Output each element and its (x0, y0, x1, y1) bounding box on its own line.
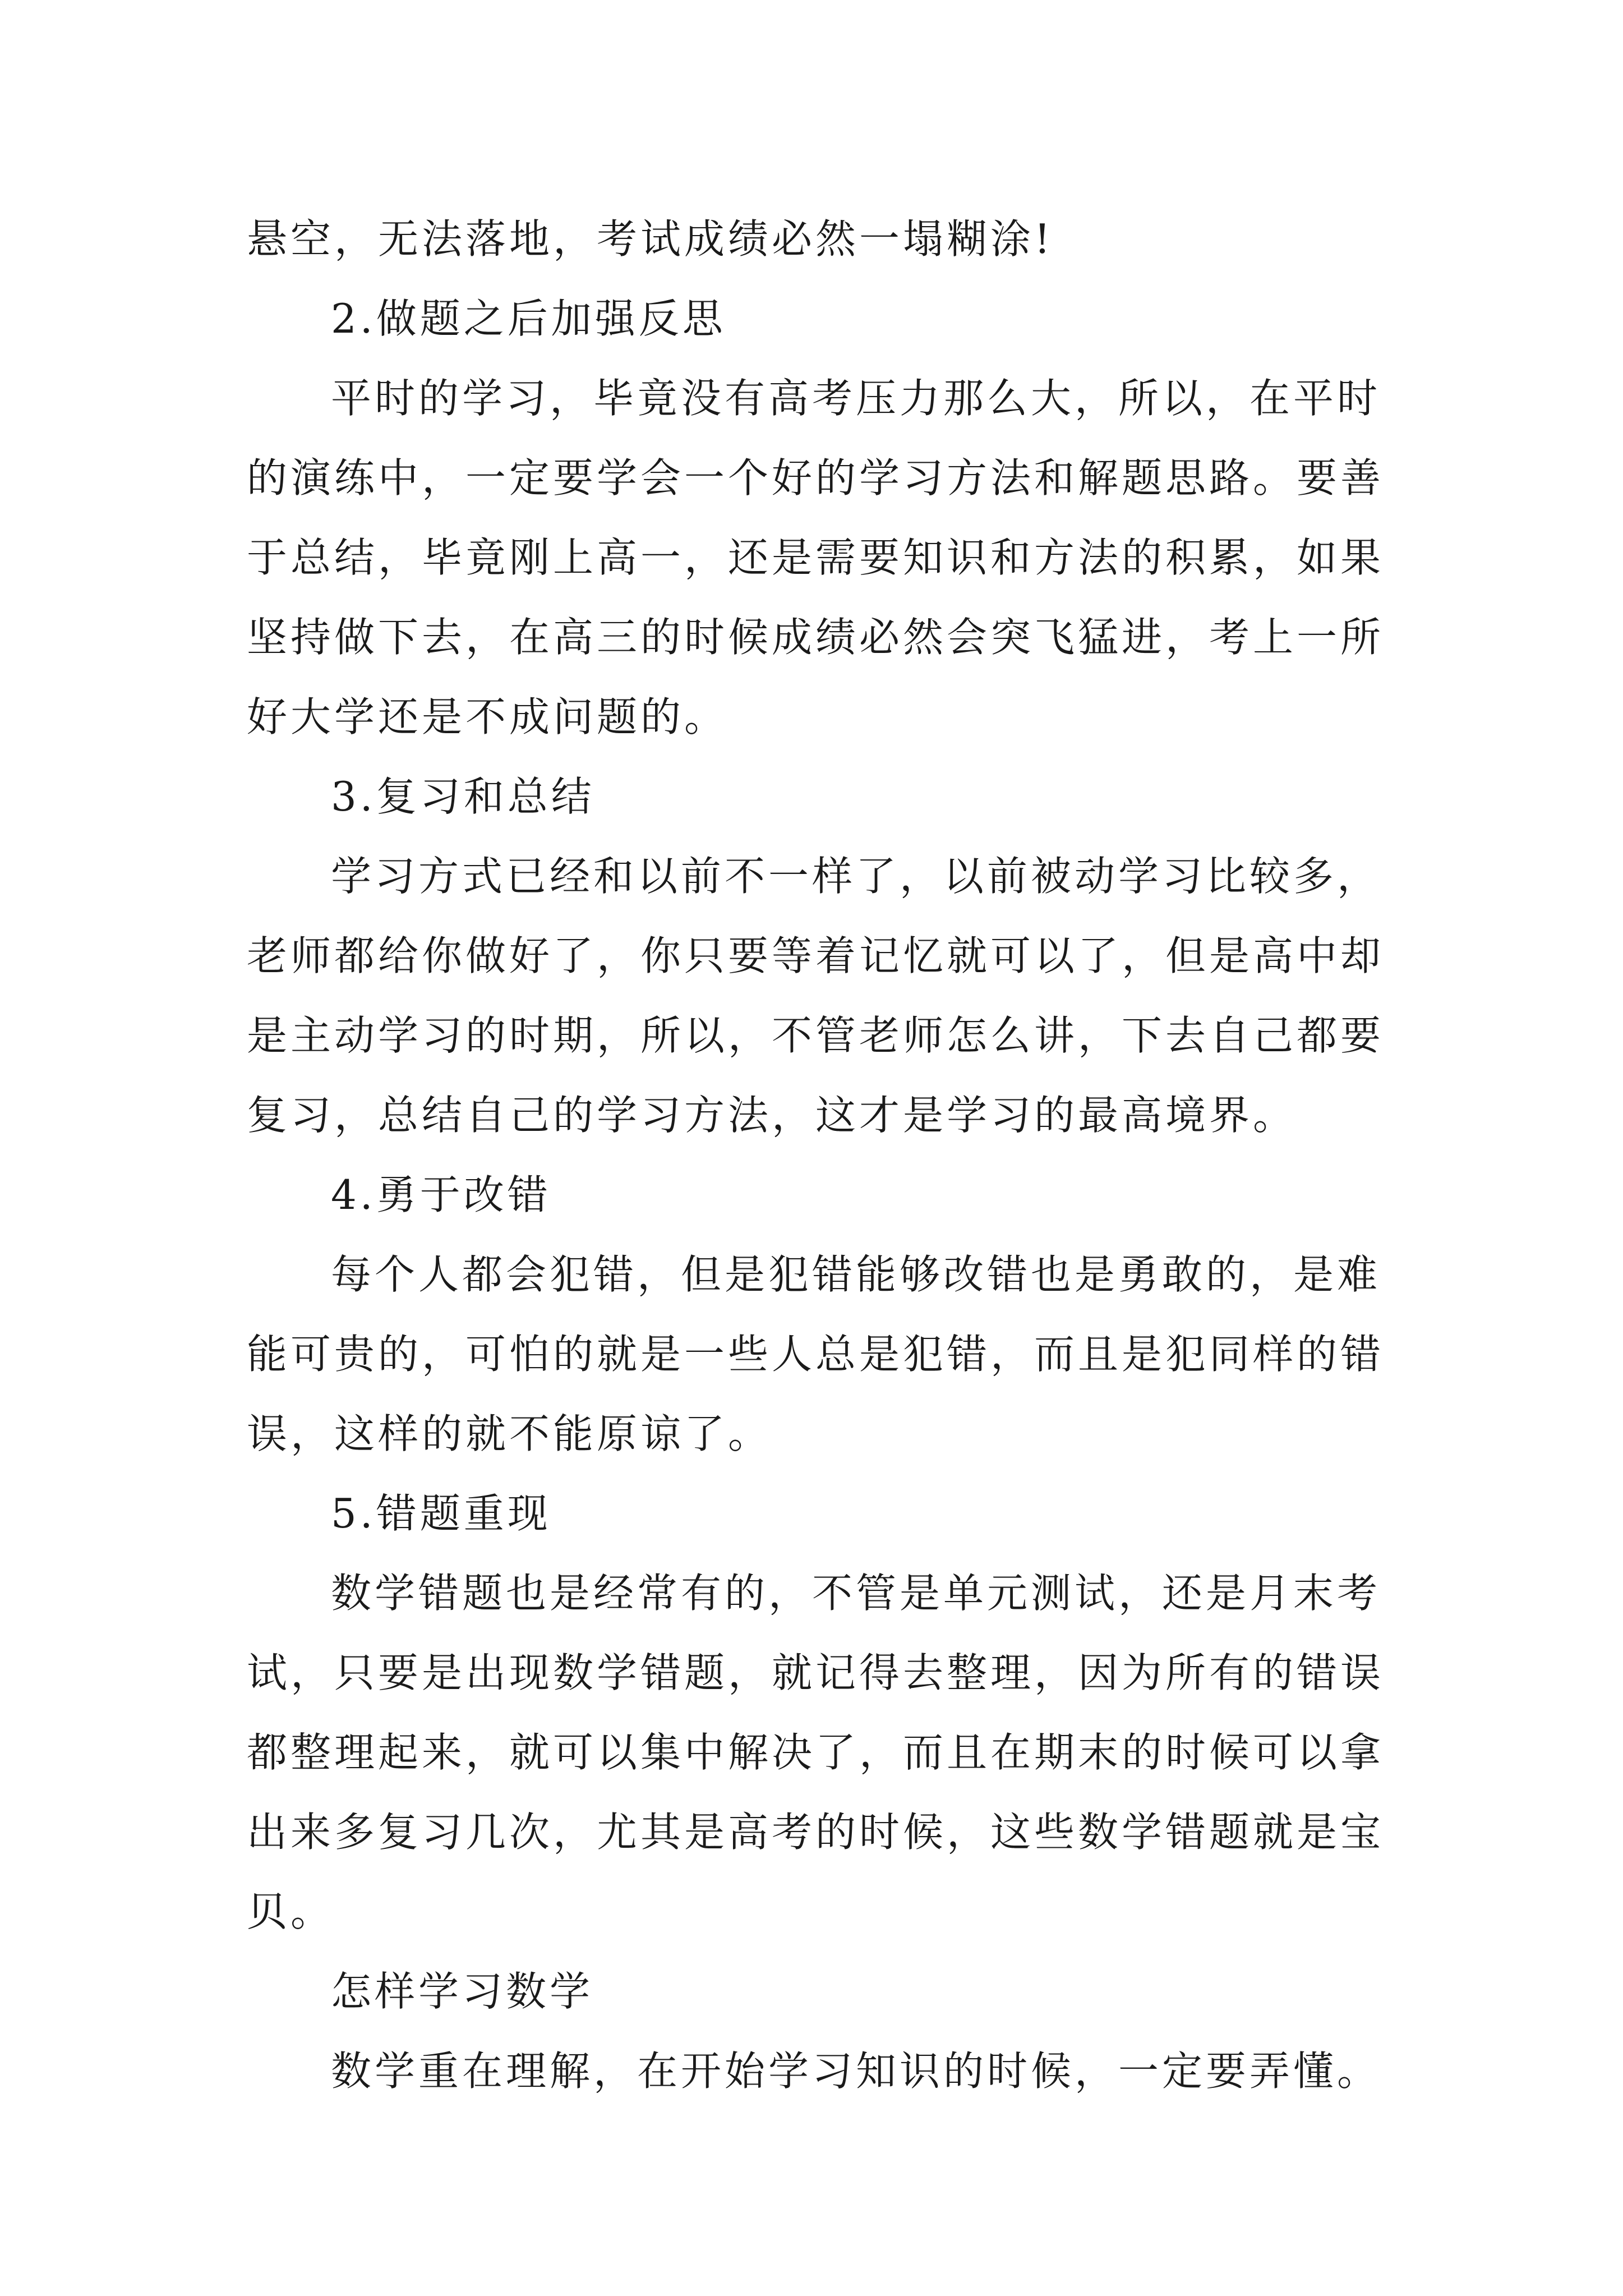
paragraph-line: 出来多复习几次，尤其是高考的时候，这些数学错题就是宝 (247, 1809, 1385, 1856)
section-heading: 3.复习和总结 (331, 773, 595, 820)
paragraph-line: 是主动学习的时期，所以，不管老师怎么讲，下去自己都要 (247, 1012, 1385, 1059)
paragraph-line: 贝。 (247, 1888, 335, 1935)
paragraph-line: 悬空，无法落地，考试成绩必然一塌糊涂! (247, 215, 1054, 263)
section-heading: 2.做题之后加强反思 (331, 295, 726, 342)
paragraph-line: 的演练中，一定要学会一个好的学习方法和解题思路。要善 (247, 454, 1385, 501)
paragraph-line: 好大学还是不成问题的。 (247, 693, 728, 740)
paragraph-line: 老师都给你做好了，你只要等着记忆就可以了，但是高中却 (247, 932, 1385, 979)
paragraph-line: 数学错题也是经常有的，不管是单元测试，还是月末考 (331, 1570, 1381, 1617)
paragraph-line: 试，只要是出现数学错题，就记得去整理，因为所有的错误 (247, 1649, 1385, 1696)
paragraph-line: 都整理起来，就可以集中解决了，而且在期末的时候可以拿 (247, 1729, 1385, 1776)
paragraph-line: 坚持做下去，在高三的时候成绩必然会突飞猛进，考上一所 (247, 614, 1385, 661)
paragraph-line: 平时的学习，毕竟没有高考压力那么大，所以，在平时 (331, 375, 1381, 422)
paragraph-line: 学习方式已经和以前不一样了，以前被动学习比较多， (331, 853, 1381, 900)
paragraph-line: 误，这样的就不能原谅了。 (247, 1410, 772, 1457)
section-heading: 5.错题重现 (331, 1490, 551, 1537)
paragraph-line: 于总结，毕竟刚上高一，还是需要知识和方法的积累，如果 (247, 534, 1385, 581)
paragraph-line: 数学重在理解，在开始学习知识的时候，一定要弄懂。 (331, 2047, 1381, 2095)
paragraph-line: 能可贵的，可怕的就是一些人总是犯错，而且是犯同样的错 (247, 1331, 1385, 1378)
section-heading: 4.勇于改错 (331, 1171, 551, 1218)
document-body (247, 199, 1408, 2111)
paragraph-line: 每个人都会犯错，但是犯错能够改错也是勇敢的，是难 (331, 1251, 1381, 1298)
paragraph-line: 复习，总结自己的学习方法，这才是学习的最高境界。 (247, 1092, 1297, 1139)
section-heading: 怎样学习数学 (331, 1968, 594, 2015)
